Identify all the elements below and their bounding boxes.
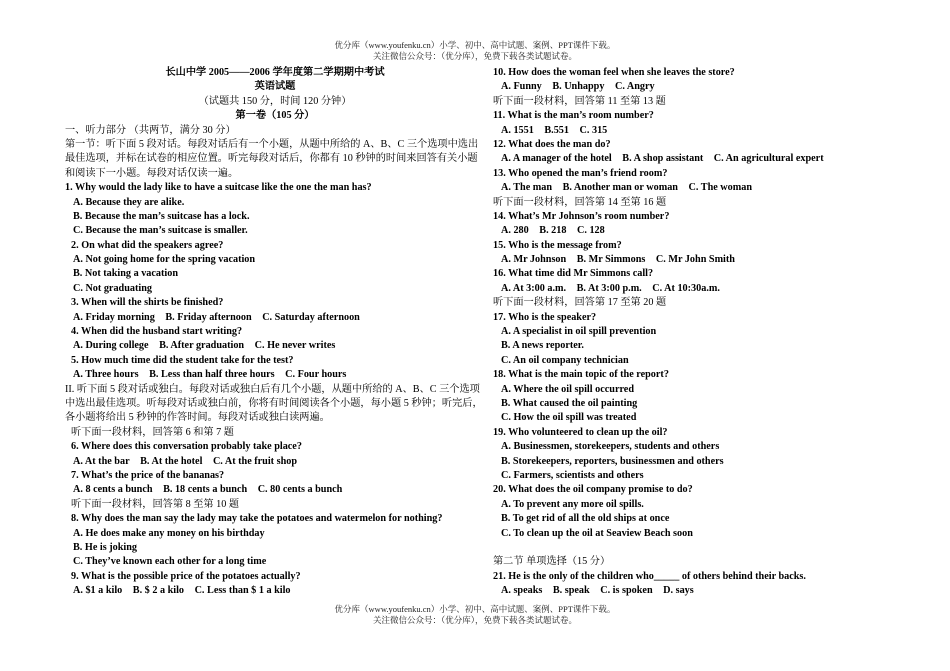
- question-13: 13. Who opened the man’s friend room?: [493, 167, 668, 179]
- header-line-1: 优分库（www.youfenku.cn）小学、初中、高中试题、案例、PPT课件下载。: [334, 40, 616, 50]
- q14-option-c: C. 128: [577, 225, 605, 237]
- q4-option-b: B. After graduation: [159, 340, 245, 352]
- q11-option-a: A. 1551: [501, 124, 534, 136]
- q20-option-c: C. To clean up the oil at Seaview Beach soon: [501, 527, 693, 539]
- question-17: 17. Who is the speaker?: [493, 311, 597, 323]
- q15-option-c: C. Mr John Smith: [655, 254, 735, 266]
- question-4: 4. When did the husband start writing?: [71, 326, 243, 338]
- q6-option-c: C. At the fruit shop: [212, 455, 298, 467]
- question-20: 20. What does the oil company promise to do?: [493, 484, 693, 496]
- q7-option-c: C. 80 cents a bunch: [257, 484, 343, 496]
- q16-option-a: A. At 3:00 a.m.: [501, 282, 567, 294]
- spacer: [493, 541, 893, 555]
- left-column: [65, 66, 485, 598]
- q10-option-b: B. Unhappy: [552, 81, 605, 93]
- q14-option-a: A. 280: [501, 225, 529, 237]
- material-8-10: 听下面一段材料，回答第 8 至第 10 题: [71, 498, 240, 510]
- exam-subtitle: 英语试题: [254, 81, 296, 93]
- part-one-heading: 一、听力部分 （共两节，满分 30 分）: [65, 124, 236, 136]
- q2-option-b: B. Not taking a vacation: [73, 268, 178, 280]
- q18-option-b: B. What caused the oil painting: [501, 397, 638, 409]
- question-16: 16. What time did Mr Simmons call?: [493, 268, 654, 280]
- section-two-heading: 第二节 单项选择（15 分）: [493, 556, 611, 568]
- footer-line-1: 优分库（www.youfenku.cn）小学、初中、高中试题、案例、PPT课件下载。: [334, 604, 616, 614]
- q13-option-c: C. The woman: [688, 182, 753, 194]
- page-header: [0, 40, 950, 62]
- q6-option-a: A. At the bar: [73, 455, 130, 467]
- q21-option-c: C. is spoken: [600, 585, 653, 597]
- q3-option-a: A. Friday morning: [73, 311, 155, 323]
- q20-option-b: B. To get rid of all the old ships at once: [501, 513, 670, 525]
- material-6-7: 听下面一段材料，回答第 6 和第 7 题: [71, 426, 234, 438]
- q6-option-b: B. At the hotel: [140, 455, 203, 467]
- q21-option-b: B. speak: [552, 585, 590, 597]
- q18-option-c: C. How the oil spill was treated: [501, 412, 637, 424]
- exam-title: 长山中学 2005——2006 学年度第二学期期中考试: [165, 67, 385, 78]
- q1-option-b: B. Because the man’s suitcase has a lock.: [73, 210, 250, 222]
- q9-option-a: A. $1 a kilo: [73, 585, 123, 597]
- q12-options: [493, 152, 893, 166]
- q5-option-a: A. Three hours: [73, 369, 139, 381]
- section-two-instructions: II. 听下面 5 段对话或独白。每段对话或独白后有几个小题，从题中所给的 A、B、C 三个选项中选出最佳选项。听每段对话或独白前，你将有时间阅读各个小题，每小题 5 秒钟；听完后，各小题将给出 5 秒钟的作答时间。每段对话或独白读两遍。: [65, 383, 483, 424]
- q8-option-a: A. He does make any money on his birthday: [73, 527, 265, 539]
- right-column: [493, 66, 893, 598]
- q21-option-a: A. speaks: [501, 585, 543, 597]
- q7-options: [65, 483, 485, 497]
- q19-option-c: C. Farmers, scientists and others: [501, 469, 644, 481]
- q12-option-a: A. A manager of the hotel: [501, 153, 612, 165]
- q21-options: [493, 584, 893, 598]
- q10-option-c: C. Angry: [614, 81, 655, 93]
- page-footer: [0, 604, 950, 626]
- q15-option-a: A. Mr Johnson: [501, 254, 567, 266]
- question-9: 9. What is the possible price of the potatoes actually?: [71, 570, 301, 582]
- q5-options: [65, 368, 485, 382]
- q19-option-a: A. Businessmen, storekeepers, students and others: [501, 441, 720, 453]
- question-15: 15. Who is the message from?: [493, 239, 622, 251]
- q3-options: [65, 311, 485, 325]
- footer-line-2: 关注微信公众号：（优分库），免费下载各类试题试卷。: [372, 615, 577, 625]
- question-19: 19. Who volunteered to clean up the oil?: [493, 426, 668, 438]
- q5-option-c: C. Four hours: [285, 369, 347, 381]
- question-1: 1. Why would the lady like to have a suitcase like the one the man has?: [65, 182, 372, 194]
- material-11-13: 听下面一段材料，回答第 11 至第 13 题: [493, 95, 666, 107]
- q11-option-b: B.551: [544, 124, 569, 136]
- q21-option-d: D. says: [663, 585, 694, 597]
- question-2: 2. On what did the speakers agree?: [71, 239, 224, 251]
- q16-option-b: B. At 3:00 p.m.: [576, 282, 642, 294]
- q4-option-a: A. During college: [73, 340, 149, 352]
- q2-option-c: C. Not graduating: [73, 282, 152, 294]
- q9-option-c: C. Less than $ 1 a kilo: [194, 585, 291, 597]
- q6-options: [65, 455, 485, 469]
- q2-option-a: A. Not going home for the spring vacation: [73, 254, 256, 266]
- material-17-20: 听下面一段材料，回答第 17 至第 20 题: [493, 297, 667, 309]
- q1-option-a: A. Because they are alike.: [73, 196, 185, 208]
- q1-option-c: C. Because the man’s suitcase is smaller.: [73, 225, 248, 237]
- q7-option-a: A. 8 cents a bunch: [73, 484, 153, 496]
- q9-option-b: B. $ 2 a kilo: [132, 585, 185, 597]
- question-14: 14. What’s Mr Johnson’s room number?: [493, 210, 670, 222]
- q17-option-c: C. An oil company technician: [501, 354, 629, 366]
- q11-options: [493, 124, 893, 138]
- exam-info: （试题共 150 分，时间 120 分钟）: [198, 95, 352, 107]
- q18-option-a: A. Where the oil spill occurred: [501, 383, 634, 395]
- question-18: 18. What is the main topic of the report?: [493, 369, 669, 381]
- q4-option-c: C. He never writes: [254, 340, 336, 352]
- question-21: 21. He is the only of the children who_____ of others behind their backs.: [493, 570, 806, 582]
- q19-option-b: B. Storekeepers, reporters, businessmen and others: [501, 455, 724, 467]
- q20-option-a: A. To prevent any more oil spills.: [501, 498, 644, 510]
- q7-option-b: B. 18 cents a bunch: [163, 484, 248, 496]
- q12-option-c: C. An agricultural expert: [713, 153, 824, 165]
- q15-option-b: B. Mr Simmons: [576, 254, 646, 266]
- q17-option-a: A. A specialist in oil spill prevention: [501, 326, 657, 338]
- q15-options: [493, 253, 893, 267]
- q11-option-c: C. 315: [579, 124, 608, 136]
- q13-options: [493, 181, 893, 195]
- q3-option-c: C. Saturday afternoon: [262, 311, 360, 323]
- q10-option-a: A. Funny: [501, 81, 542, 93]
- material-14-16: 听下面一段材料，回答第 14 至第 16 题: [493, 196, 667, 208]
- q16-option-c: C. At 10:30a.m.: [652, 282, 720, 294]
- question-8: 8. Why does the man say the lady may take the potatoes and watermelon for nothing?: [71, 513, 443, 525]
- section-one-instructions: 第一节：听下面 5 段对话。每段对话后有一个小题，从题中所给的 A、B、C 三个选项中选出最佳选项，并标在试卷的相应位置。听完每段对话后，你都有 10 秒钟的时间来回答有关小题和阅读下一小题。每段对话仅读一遍。: [65, 138, 479, 179]
- q14-option-b: B. 218: [539, 225, 567, 237]
- q4-options: [65, 339, 485, 353]
- question-6: 6. Where does this conversation probably take place?: [71, 441, 302, 453]
- q13-option-a: A. The man: [501, 182, 553, 194]
- q5-option-b: B. Less than half three hours: [149, 369, 275, 381]
- q14-options: [493, 224, 893, 238]
- q13-option-b: B. Another man or woman: [562, 182, 678, 194]
- question-11: 11. What is the man’s room number?: [493, 110, 654, 122]
- q8-option-c: C. They’ve known each other for a long time: [73, 556, 267, 568]
- question-12: 12. What does the man do?: [493, 138, 611, 150]
- question-3: 3. When will the shirts be finished?: [71, 297, 224, 309]
- question-7: 7. What’s the price of the bananas?: [71, 469, 225, 481]
- q9-options: [65, 584, 485, 598]
- q10-options: [493, 80, 893, 94]
- header-line-2: 关注微信公众号：（优分库），免费下载各类试题试卷。: [372, 51, 577, 61]
- question-5: 5. How much time did the student take for the test?: [71, 354, 294, 366]
- volume-one-heading: 第一卷（105 分）: [235, 110, 315, 122]
- q8-option-b: B. He is joking: [73, 541, 137, 553]
- q17-option-b: B. A news reporter.: [501, 340, 584, 352]
- question-10: 10. How does the woman feel when she leaves the store?: [493, 67, 735, 78]
- q3-option-b: B. Friday afternoon: [165, 311, 252, 323]
- q12-option-b: B. A shop assistant: [622, 153, 704, 165]
- q16-options: [493, 282, 893, 296]
